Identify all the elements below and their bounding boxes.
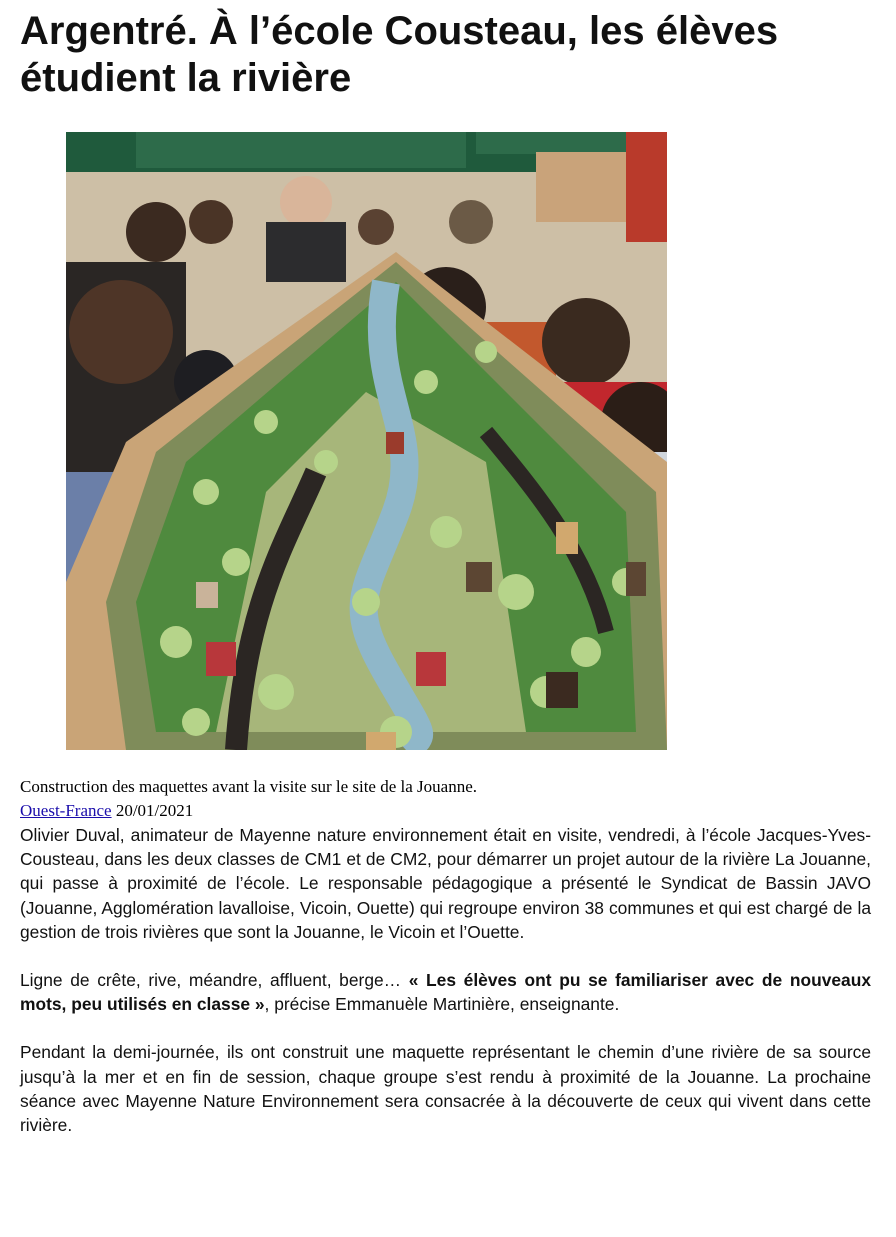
photo-caption: Construction des maquettes avant la visite sur le site de la Jouanne.	[20, 777, 477, 796]
classroom-photo-illustration	[66, 132, 667, 750]
paragraph-2-quote: « Les élèves ont pu se familiariser avec de nouveaux mots, peu utilisés en classe »	[20, 970, 872, 1015]
paragraph-3: Pendant la demi-journée, ils ont construit une maquette représentant le chemin d’une rivière de sa source jusqu’à la mer et en fin de session, chaque groupe s’est rendu à proximité de la Jouanne. La prochaine séance avec Mayenne Nature Environnement sera consacrée à la découverte de ceux qui vivent dans cette rivière.	[20, 1042, 871, 1136]
paragraph-2	[20, 968, 871, 1016]
paragraph-2-end: , précise Emmanuèle Martinière, enseignante.	[264, 994, 620, 1015]
article-photo	[66, 132, 667, 750]
article-body	[20, 823, 871, 1161]
paragraph-2-start: Ligne de crête, rive, méandre, affluent, berge…	[20, 970, 409, 991]
paragraph-1: Olivier Duval, animateur de Mayenne nature environnement était en visite, vendredi, à l’école Jacques-Yves-Cousteau, dans les deux classes de CM1 et de CM2, pour démarrer un projet autour de la rivière La Jouanne, qui passe à proximité de l’école. Le responsable pédagogique a présenté le Syndicat de Bassin JAVO (Jouanne, Agglomération lavalloise, Vicoin, Ouette) qui regroupe environ 38 communes et qui est chargé de la gestion de trois rivières que sont la Jouanne, le Vicoin et l’Ouette.	[20, 825, 871, 942]
photo-caption-block	[20, 775, 880, 823]
article-title: Argentré. À l’école Cousteau, les élèves étudient la rivière	[20, 9, 779, 100]
publication-date: 20/01/2021	[115, 801, 194, 820]
source-link[interactable]: Ouest-France	[20, 801, 112, 820]
source-line	[20, 799, 880, 823]
